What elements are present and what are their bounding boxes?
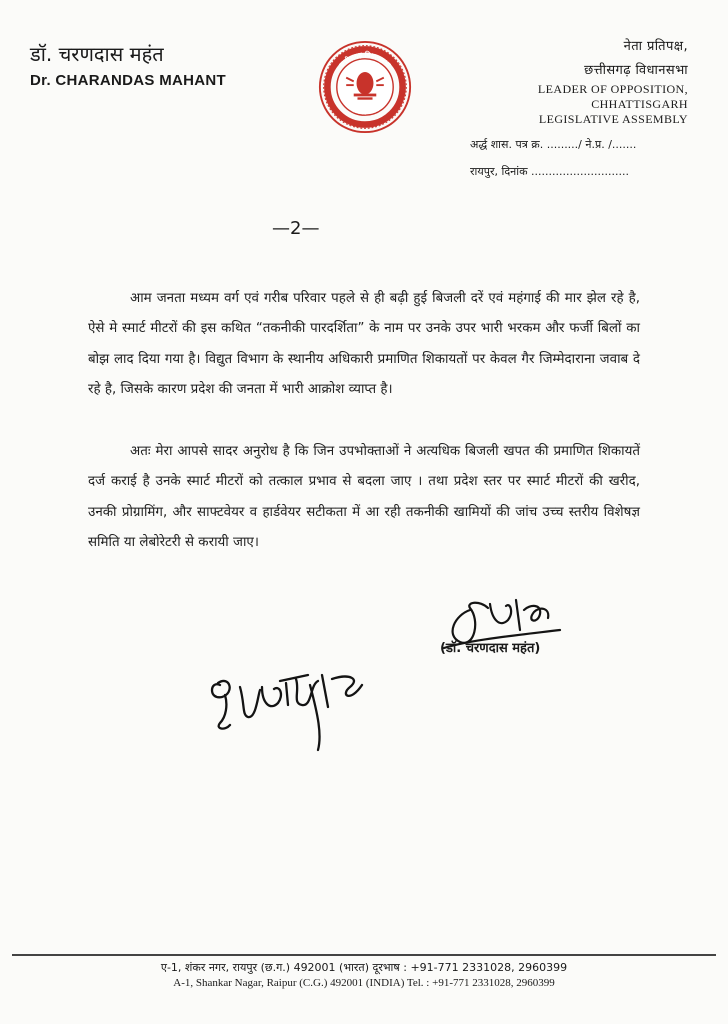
seal-top-text: छत्तीसगढ़ विधानसभा (337, 50, 393, 69)
letterhead-name-hindi: डॉ. चरणदास महंत (30, 42, 164, 66)
assembly-seal-emblem (318, 40, 412, 134)
date-line: रायपुर, दिनांक ............................ (470, 165, 629, 178)
role-state-english: CHHATTISGARH (591, 97, 688, 111)
footer-address-english: A-1, Shankar Nagar, Raipur (C.G.) 492001 (INDIA) Tel. : +91-771 2331028, 2960399 (173, 977, 555, 989)
page-number: —2— (272, 218, 320, 239)
footer-address-hindi: ए-1, शंकर नगर, रायपुर (छ.ग.) 492001 (भारत) दूरभाष : +91-771 2331028, 2960399 (160, 961, 568, 974)
reference-number-line: अर्द्ध शास. पत्र क्र. ........./ ने.प्र. /....... (470, 138, 637, 151)
role-title-hindi: नेता प्रतिपक्ष, (623, 39, 688, 54)
signer-name: (डॉ. चरणदास महंत) (440, 641, 541, 656)
body-paragraph-1: आम जनता मध्यम वर्ग एवं गरीब परिवार पहले से ही बढ़ी हुई बिजली दरें एवं महंगाई की मार झेल रहे है, ऐसे मे स्मार्ट मीटरों की इस कथित “तकनीकी पारदर्शिता” के नाम पर उनके उपर भारी भरकम और फर्जी बिलों का बोझ लाद दिया गया है। विद्युत विभाग के स्थानीय अधिकारी प्रमाणित शिकायतों पर केवल गैर जिम्मेदाराना जवाब दे रहे है, जिसके कारण प्रदेश की जनता में भारी आक्रोश व्याप्त है। (88, 291, 640, 397)
handwritten-signature-left (200, 645, 380, 755)
footer-divider (12, 954, 716, 956)
role-assembly-hindi: छत्तीसगढ़ विधानसभा (584, 63, 688, 78)
role-assembly-english: LEGISLATIVE ASSEMBLY (538, 112, 688, 126)
letterhead-name-english: Dr. CHARANDAS MAHANT (30, 72, 226, 89)
role-title-english: LEADER OF OPPOSITION, (537, 82, 688, 96)
body-paragraph-2: अतः मेरा आपसे सादर अनुरोध है कि जिन उपभोक्ताओं ने अत्यधिक बिजली खपत की प्रमाणित शिकायतें दर्ज कराई है उनके स्मार्ट मीटरों को तत्काल प्रभाव से बदला जाए । तथा प्रदेश स्तर पर स्मार्ट मीटरों की खरीद, उनकी प्रोग्रामिंग, और साफ्टवेयर व हार्डवेयर सटीकता में आ रही तकनीकी खामियों की जांच उच्च स्तरीय विशेषज्ञ समिति या लेबोरेटरी से करायी जाए। (88, 444, 640, 550)
seal-bottom-text: सत्यमेव जयते (349, 106, 381, 117)
